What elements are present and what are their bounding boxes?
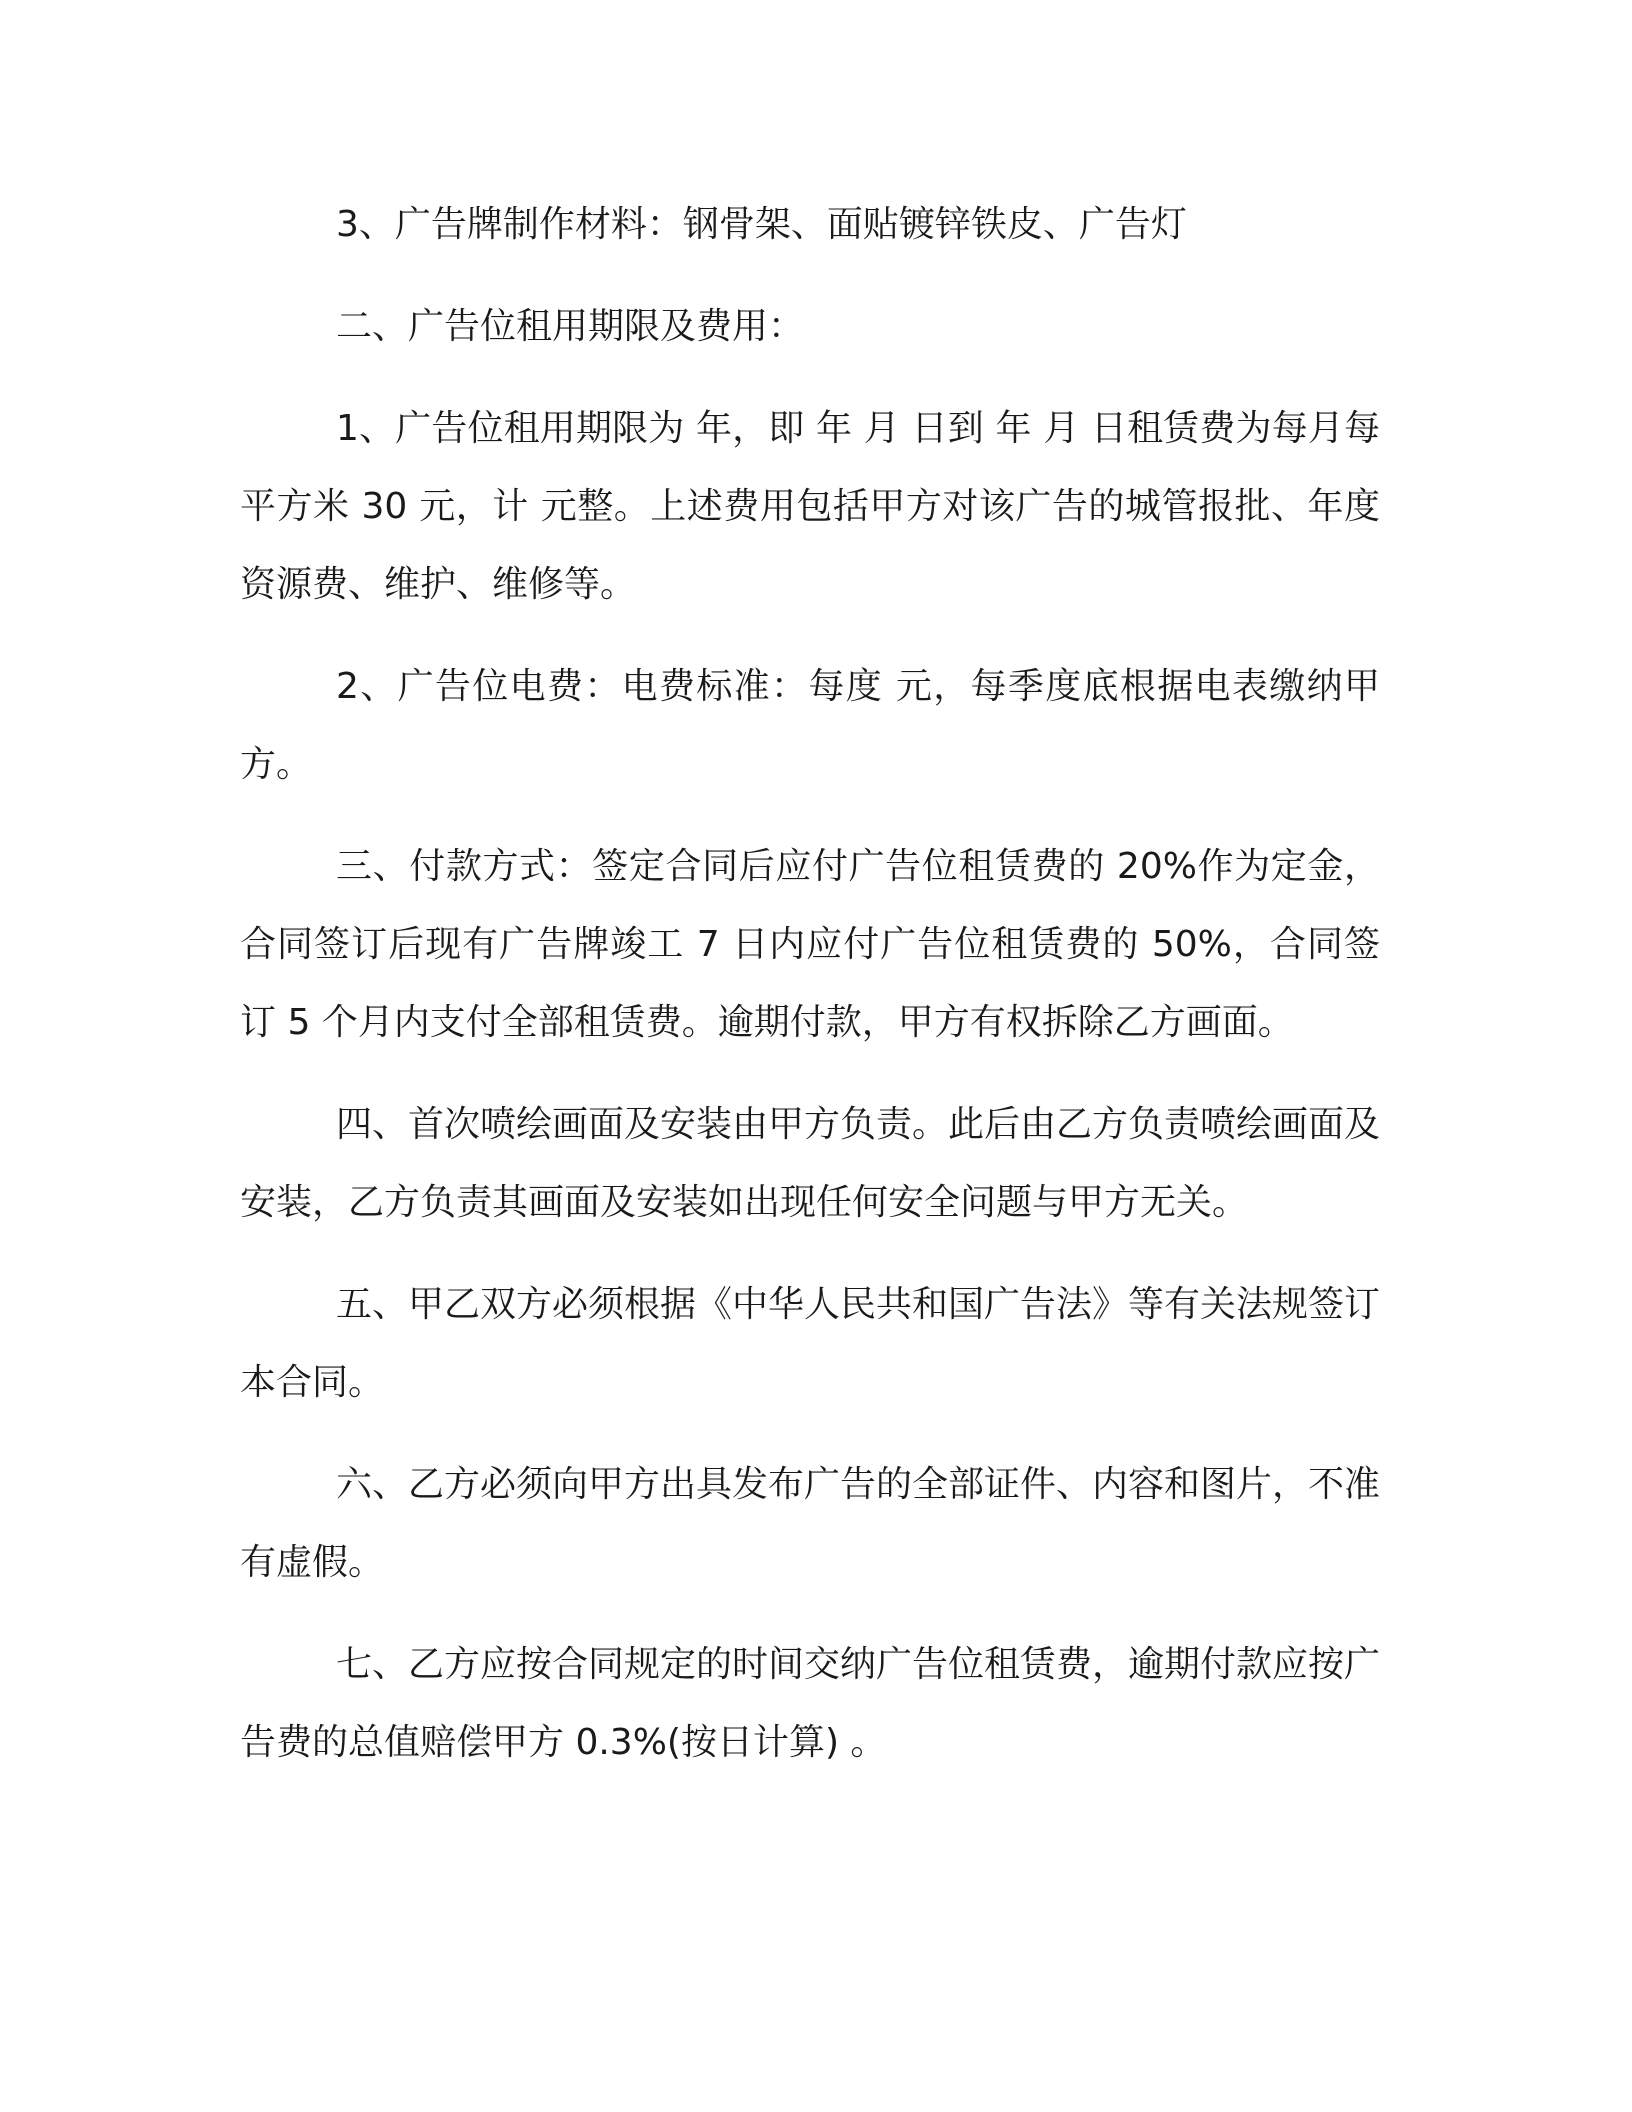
- section-3-payment: 三、付款方式：签定合同后应付广告位租赁费的 20%作为定金，合同签订后现有广告牌竣工 7 日内应付广告位租赁费的 50%，合同签订 5 个月内支付全部租赁费。逾期付款，甲方有权拆除乙方画面。: [240, 846, 1380, 1043]
- clause-2-electricity: 2、广告位电费：电费标准：每度 元，每季度底根据电表缴纳甲方。: [240, 666, 1380, 785]
- clause-1-rental-term: 1、广告位租用期限为 年，即 年 月 日到 年 月 日租赁费为每月每平方米 30 元，计 元整。上述费用包括甲方对该广告的城管报批、年度资源费、维护、维修等。: [240, 408, 1380, 605]
- document-body: [240, 186, 1380, 1806]
- clause-3-materials: 3、广告牌制作材料：钢骨架、面贴镀锌铁皮、广告灯: [336, 204, 1187, 245]
- section-4-installation: 四、首次喷绘画面及安装由甲方负责。此后由乙方负责喷绘画面及安装，乙方负责其画面及安装如出现任何安全问题与甲方无关。: [240, 1104, 1381, 1223]
- section-2-heading: 二、广告位租用期限及费用：: [336, 306, 805, 347]
- section-5-legal-basis: 五、甲乙双方必须根据《中华人民共和国广告法》等有关法规签订本合同。: [240, 1284, 1381, 1403]
- section-7-late-payment: 七、乙方应按合同规定的时间交纳广告位租赁费，逾期付款应按广告费的总值赔偿甲方 0.3%(按日计算) 。: [240, 1644, 1381, 1763]
- section-6-documents: 六、乙方必须向甲方出具发布广告的全部证件、内容和图片，不准有虚假。: [240, 1464, 1381, 1583]
